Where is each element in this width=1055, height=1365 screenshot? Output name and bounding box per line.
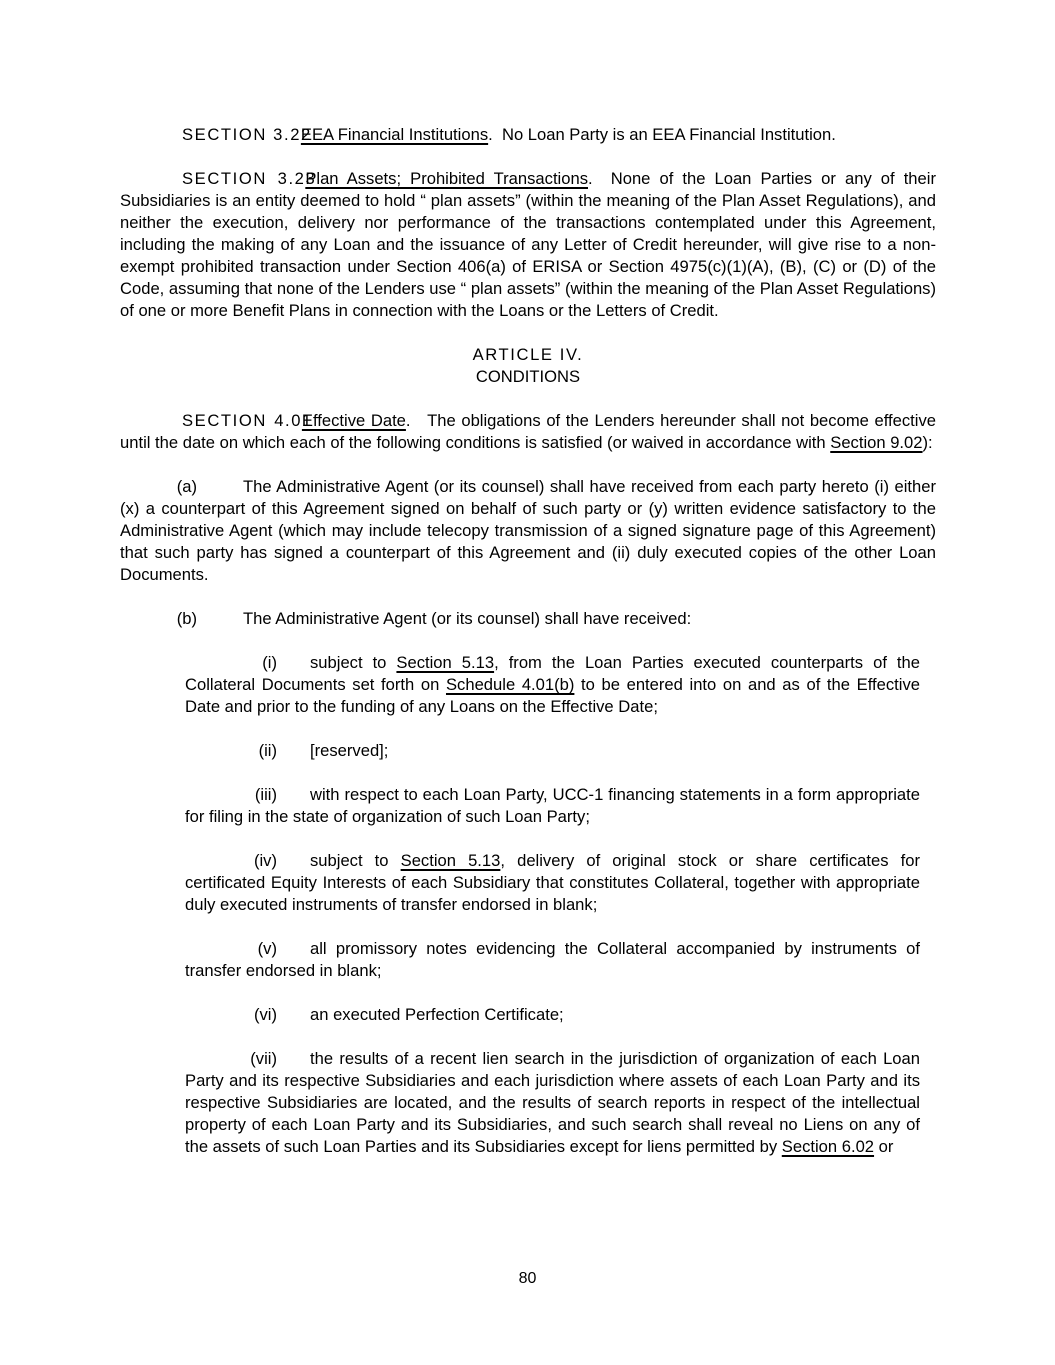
section-3-23-text: . None of the Loan Parties or any of their Subsidiaries is an entity deemed to hold “ plan assets” (within the meaning of the Plan Asset Regulations), and neither the execution, delivery nor performance of the transactions contemplated under this Agreement, including the making of any Loan and the issuance of any Letter of Credit hereunder, will give rise to a non-exempt prohibited transaction under Section 406(a) of ERISA or Section 4975(c)(1)(A), (B), (C) or (D) of the Code, assuming that none of the Lenders use “ plan assets” (within the meaning of the Plan Asset Regulations) of one or more Benefit Plans in connection with the Loans or the Letters of Credit. <box>120 169 936 320</box>
item-iii-number-wrap <box>185 784 310 806</box>
item-vii-number-wrap <box>185 1048 310 1070</box>
item-vii-number: (vii) <box>250 1049 277 1068</box>
item-i-number-wrap <box>185 652 310 674</box>
item-v-text: all promissory notes evidencing the Collateral accompanied by instruments of transfer endorsed in blank; <box>185 939 920 980</box>
item-iv-number-wrap <box>185 850 310 872</box>
section-4-01-heading-underlined: Effective Date <box>301 411 406 430</box>
section-3-22-heading-underlined: EEA Financial Institutions <box>300 125 489 144</box>
section-3-23-label: SECTION 3.23 <box>182 169 317 188</box>
clause-b-letter: (b) <box>176 609 197 628</box>
article-iv-subtitle: CONDITIONS <box>475 367 581 386</box>
item-i-text-2: , from the Loan Parties executed counterparts of the Collateral Documents set forth on <box>185 653 920 694</box>
clause-a-letter: (a) <box>176 477 197 496</box>
item-ii-paragraph <box>185 740 920 762</box>
section-3-22-paragraph <box>120 124 936 146</box>
page-number: 80 <box>518 1270 537 1287</box>
section-6-02-reference: Section 6.02 <box>781 1137 875 1156</box>
section-3-23-paragraph <box>120 168 936 322</box>
item-i-number: (i) <box>262 653 277 672</box>
item-ii-number-wrap <box>185 740 310 762</box>
item-iii-paragraph <box>185 784 920 828</box>
schedule-4-01-b-reference: Schedule 4.01(b) <box>445 675 575 694</box>
item-vii-text: the results of a recent lien search in the jurisdiction of organization of each Loan Party and its respective Subsidiaries and each jurisdiction where assets of each Loan Party and its respective Subsidiaries are located, and the results of search reports in respect of the intellectual property of each Loan Party and its Subsidiaries, and such search shall reveal no Liens on any of the assets of such Loan Parties and its Subsidiaries except for liens permitted by <box>185 1049 920 1156</box>
section-3-23-heading-underlined: Plan Assets; Prohibited Transactions <box>305 169 588 188</box>
item-vi-number-wrap <box>185 1004 310 1026</box>
item-v-paragraph <box>185 938 920 982</box>
section-5-13-reference-2: Section 5.13 <box>400 851 501 870</box>
article-iv-heading <box>120 344 936 388</box>
section-5-13-reference: Section 5.13 <box>396 653 495 672</box>
item-ii-text: [reserved]; <box>310 741 389 760</box>
section-9-02-reference: Section 9.02 <box>830 433 923 452</box>
clause-a-label-wrap <box>120 476 243 498</box>
section-4-01-label: SECTION 4.01 <box>182 411 313 430</box>
section-3-22-text: . No Loan Party is an EEA Financial Institution. <box>488 125 836 144</box>
clause-a-text: The Administrative Agent (or its counsel) shall have received from each party hereto (i) either (x) a counterpart of this Agreement signed on behalf of such party or (y) written evidence satisfactory to the Administrative Agent (which may include telecopy transmission of a signed signature page of this Agreement) that such party has signed a counterpart of this Agreement and (ii) duly executed copies of the other Loan Documents. <box>120 477 936 584</box>
page-content <box>120 124 936 1180</box>
item-vi-paragraph <box>185 1004 920 1026</box>
section-4-01-text-end: ): <box>922 433 933 452</box>
section-3-22-label: SECTION 3.22 <box>182 125 312 144</box>
item-v-number: (v) <box>257 939 277 958</box>
section-4-01-text: . The obligations of the Lenders hereunder shall not become effective until the date on which each of the following conditions is satisfied (or waived in accordance with <box>120 411 936 452</box>
item-vi-number: (vi) <box>253 1005 277 1024</box>
item-iii-text: with respect to each Loan Party, UCC-1 financing statements in a form appropriate for filing in the state of organization of such Loan Party; <box>185 785 920 826</box>
section-4-01-paragraph <box>120 410 936 454</box>
item-i-text: subject to <box>310 653 397 672</box>
clause-b-text: The Administrative Agent (or its counsel) shall have received: <box>243 609 692 628</box>
item-i-text-3: to be entered into on and as of the Effective Date and prior to the funding of any Loans on the Effective Date; <box>185 675 920 716</box>
item-iv-text-2: , delivery of original stock or share certificates for certificated Equity Interests of each Subsidiary that constitutes Collateral, together with appropriate duly executed instruments of transfer endorsed in blank; <box>185 851 920 914</box>
item-iv-text: subject to <box>310 851 401 870</box>
item-v-number-wrap <box>185 938 310 960</box>
clause-b-paragraph <box>120 608 936 630</box>
item-vi-text: an executed Perfection Certificate; <box>310 1005 564 1024</box>
clause-b-label-wrap <box>120 608 243 630</box>
item-i-paragraph <box>185 652 920 718</box>
item-iv-paragraph <box>185 850 920 916</box>
item-iv-number: (iv) <box>253 851 277 870</box>
clause-a-paragraph <box>120 476 936 586</box>
item-vii-text-2: or <box>874 1137 894 1156</box>
item-vii-paragraph <box>185 1048 920 1158</box>
item-ii-number: (ii) <box>258 741 277 760</box>
article-iv-title: ARTICLE IV. <box>472 345 584 364</box>
item-iii-number: (iii) <box>254 785 277 804</box>
